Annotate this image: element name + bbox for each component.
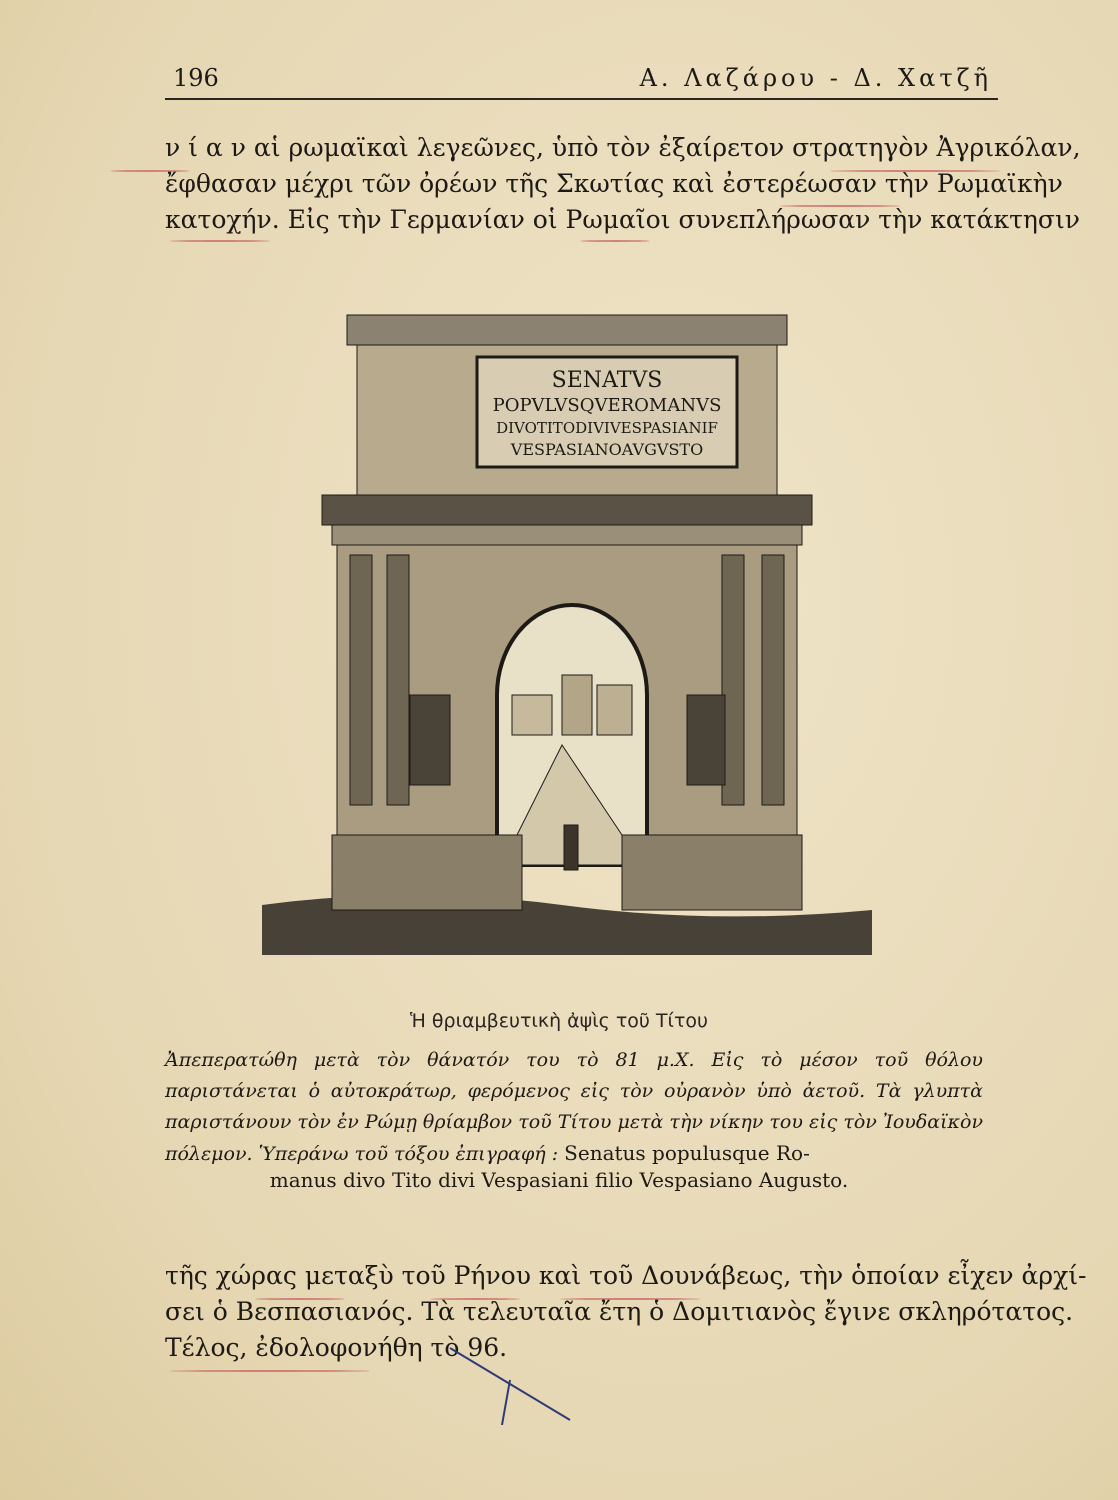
pencil-underline (170, 1370, 370, 1372)
page-number: 196 (173, 64, 219, 92)
text-line: ν ί α ν αἱ ρωμαϊκαὶ λεγεῶνες, ὑπὸ τὸν ἐξαίρετον στρατηγὸν Ἀγρικόλαν, (165, 133, 1081, 162)
inscription-line: DIVOTITODIVIVESPASIANIF (496, 419, 718, 437)
inscription-line: SENATVS (551, 368, 663, 393)
inscription-line: POPVLVSQVEROMANVS (492, 395, 722, 416)
pencil-underline (780, 205, 900, 207)
text-line: Τέλος, ἐδολοφονήθη τὸ 96. (165, 1333, 508, 1362)
pencil-underline (580, 240, 650, 242)
caption-greek: Ἀπεπερατώθη μετὰ τὸν θάνατόν του τὸ 81 μ.Χ. Εἰς τὸ μέσον τοῦ θόλου παριστάνεται ὁ αὐτοκράτωρ, φερόμενος εἰς τὸν οὐρανὸν ὑπὸ ἀετοῦ. Τὰ γλυπτὰ παριστάνουν τὸν ἐν Ρώμῃ θρίαμβον τοῦ Τίτου μετὰ τὴν νίκην του εἰς τὸν Ἰουδαϊκὸν πόλεμον. Ὑπεράνω τοῦ τόξου ἐπιγραφή : (165, 1049, 983, 1165)
text-line: κατοχήν. Εἰς τὴν Γερμανίαν οἱ Ρωμαῖοι συνεπλήρωσαν τὴν κατάκτησιν (165, 205, 1080, 234)
pencil-underline (830, 170, 1000, 172)
pencil-underline (430, 1298, 520, 1300)
text-line: σει ὁ Βεσπασιανός. Τὰ τελευταῖα ἔτη ὁ Δομιτιανὸς ἔγινε σκληρότατος. (165, 1297, 1074, 1326)
text-line: τῆς χώρας μεταξὺ τοῦ Ρήνου καὶ τοῦ Δουνάβεως, τὴν ὁποίαν εἶχεν ἀρχί- (165, 1261, 1087, 1290)
pencil-underline (560, 1298, 700, 1300)
pencil-mark (440, 1340, 580, 1430)
paragraph-top (165, 130, 1081, 238)
text-line: ἔφθασαν μέχρι τῶν ὀρέων τῆς Σκωτίας καὶ ἐστερέωσαν τὴν Ρωμαϊκὴν (165, 169, 1063, 198)
pencil-underline (170, 240, 270, 242)
paragraph-bottom (165, 1258, 1087, 1366)
arch-of-titus-engraving (262, 305, 872, 955)
figure-caption-body (165, 1045, 983, 1170)
caption-latin-line: manus divo Tito divi Vespasiani filio Vespasiano Augusto. (269, 1168, 849, 1192)
page-header (165, 62, 998, 100)
pencil-underline (255, 1298, 345, 1300)
caption-latin: Senatus populusque Ro- (564, 1141, 810, 1165)
figure-caption-title: Ἡ θριαμβευτικὴ ἀψὶς τοῦ Τίτου (409, 1010, 709, 1032)
inscription-line: VESPASIANOAVGVSTO (510, 440, 704, 459)
running-head: Α. Λαζάρου - Δ. Χατζῆ (639, 64, 992, 92)
pencil-underline (110, 170, 190, 172)
